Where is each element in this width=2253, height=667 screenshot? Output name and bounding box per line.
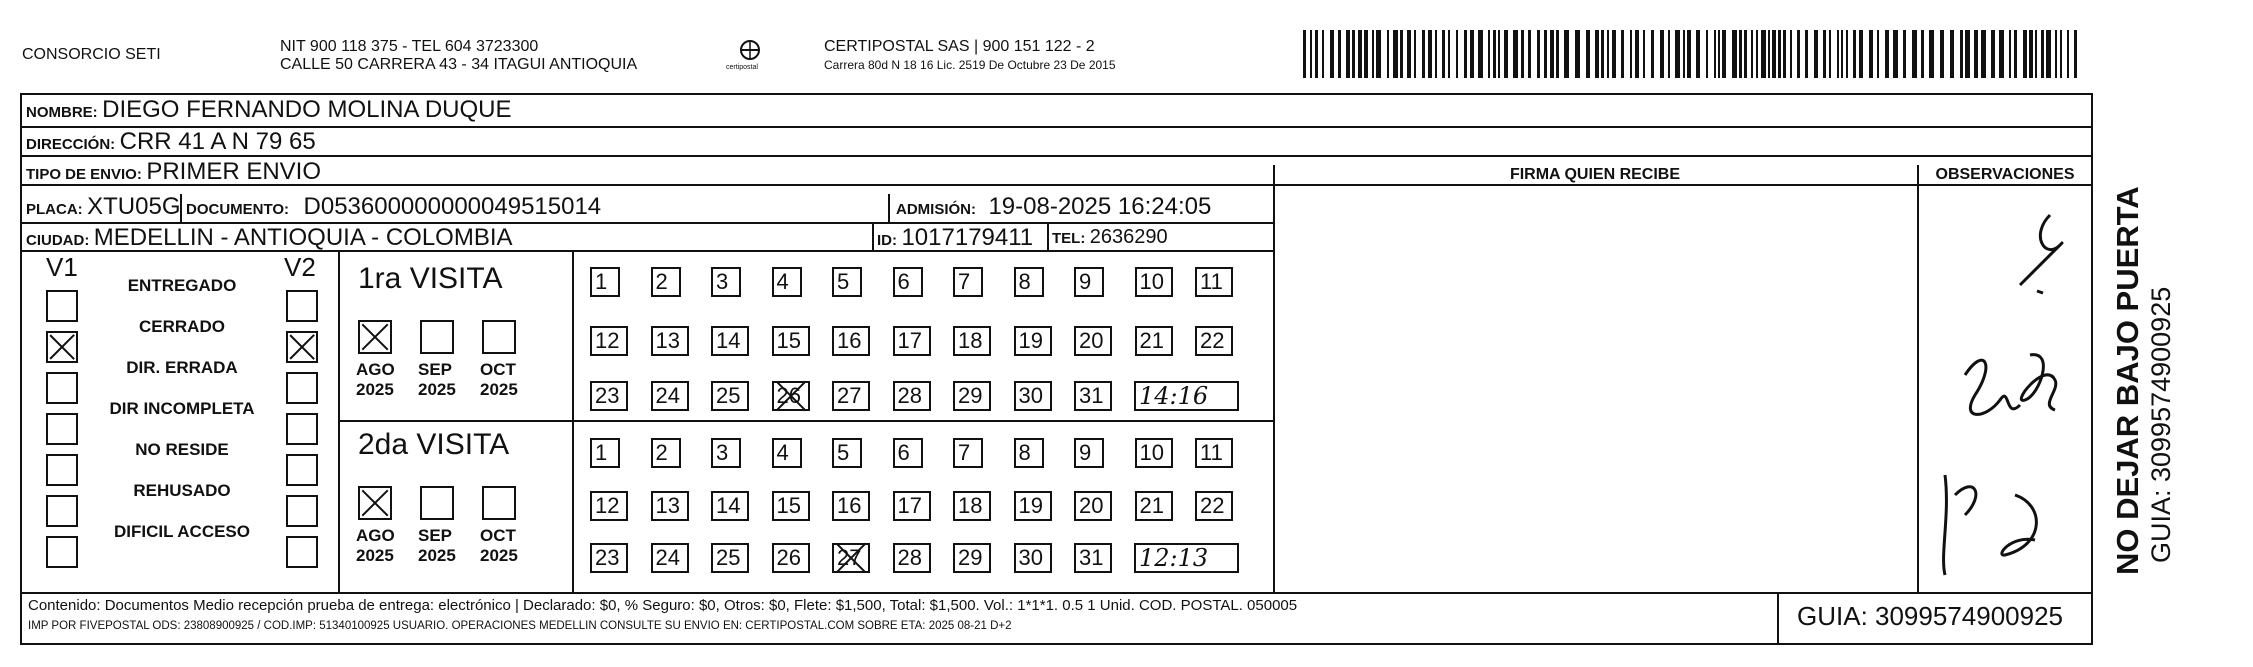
v1-header: V1 [46,252,78,282]
second-visit-day-29[interactable]: 29 [953,543,991,573]
v2-checkbox-5[interactable] [286,454,318,486]
second-visit-month-box-2[interactable] [420,486,454,520]
first-visit-day-24[interactable]: 24 [651,381,689,411]
second-visit-day-6[interactable]: 6 [893,438,923,468]
second-visit-day-26[interactable]: 26 [772,543,810,573]
v1-checkbox-5[interactable] [46,454,78,486]
first-visit-day-18[interactable]: 18 [953,326,991,356]
first-visit-day-17[interactable]: 17 [893,326,931,356]
side-notice [2110,115,2177,575]
second-visit-day-28[interactable]: 28 [893,543,931,573]
v1-checkbox-3[interactable] [46,372,78,404]
second-visit-day-7[interactable]: 7 [953,438,983,468]
v1-checkbox-4[interactable] [46,413,78,445]
footer-guia: GUIA: 3099574900925 [1797,601,2063,631]
first-visit-day-2[interactable]: 2 [651,267,681,297]
first-visit-month-label-3: OCT [480,360,516,379]
first-visit-day-7[interactable]: 7 [953,267,983,297]
placa-value: XTU05G [87,193,181,220]
placa-label: PLACA: [26,201,83,218]
nit-line-1: NIT 900 118 375 - TEL 604 3723300 [280,38,539,55]
first-visit-day-12[interactable]: 12 [590,326,628,356]
direccion-label: DIRECCIÓN: [26,136,116,153]
second-visit-time: 12:13 [1134,543,1239,573]
second-visit-month-label-2: SEP [418,526,453,545]
first-visit-month-box-3[interactable] [482,320,516,354]
second-visit-month-box-3[interactable] [482,486,516,520]
first-visit-day-11[interactable]: 11 [1195,267,1233,297]
second-visit-day-4[interactable]: 4 [772,438,802,468]
status-label-6: REHUSADO [133,481,231,500]
ciudad-value: MEDELLIN - ANTIOQUIA - COLOMBIA [93,224,513,251]
first-visit-day-21[interactable]: 21 [1135,326,1173,356]
second-visit-month-label-1: AGO [356,526,395,545]
second-visit-day-30[interactable]: 30 [1014,543,1052,573]
second-visit-year-label-2: 2025 [418,546,456,565]
footer-contents: Contenido: Documentos Medio recepción prueba de entrega: electrónico | Declarado: $0, % Seguro: $0, Otros: $0, Flete: $1,500, Total: $1,500. Vol.: 1*1*1. 0.5 1 Unid. COD. POSTAL. 050005 [28,597,1298,614]
v2-header: V2 [284,252,316,282]
first-visit-day-30[interactable]: 30 [1014,381,1052,411]
side-guia: GUIA: 3099574900925 [2146,286,2176,563]
first-visit-time: 14:16 [1134,381,1239,411]
direccion-value: CRR 41 A N 79 65 [119,128,316,155]
first-visit-day-23[interactable]: 23 [590,381,628,411]
first-visit-day-4[interactable]: 4 [772,267,802,297]
first-visit-day-9[interactable]: 9 [1074,267,1104,297]
second-visit-day-24[interactable]: 24 [651,543,689,573]
v2-checkbox-3[interactable] [286,372,318,404]
status-label-4: DIR INCOMPLETA [109,399,255,418]
first-visit-title: 1ra VISITA [358,262,503,295]
first-visit-day-13[interactable]: 13 [651,326,689,356]
status-label-2: CERRADO [139,317,225,336]
v1-checkbox-6[interactable] [46,495,78,527]
second-visit-day-23[interactable]: 23 [590,543,628,573]
second-visit-day-31[interactable]: 31 [1074,543,1112,573]
first-visit-year-label-3: 2025 [480,380,518,399]
second-visit-title: 2da VISITA [358,428,510,461]
status-label-3: DIR. ERRADA [126,358,238,377]
first-visit-day-25[interactable]: 25 [711,381,749,411]
first-visit-day-20[interactable]: 20 [1074,326,1112,356]
second-visit-day-20[interactable]: 20 [1074,491,1112,521]
second-visit-day-13[interactable]: 13 [651,491,689,521]
first-visit-year-label-2: 2025 [418,380,456,399]
second-visit-day-15[interactable]: 15 [772,491,810,521]
second-visit-day-22[interactable]: 22 [1195,491,1233,521]
first-visit-day-27[interactable]: 27 [832,381,870,411]
admision-label: ADMISIÓN: [896,201,976,218]
second-visit-year-label-3: 2025 [480,546,518,565]
nombre-label: NOMBRE: [26,104,98,121]
second-visit-day-25[interactable]: 25 [711,543,749,573]
second-visit-day-12[interactable]: 12 [590,491,628,521]
barcode [1303,30,2093,80]
first-visit-month-label-2: SEP [418,360,453,379]
first-visit-day-14[interactable]: 14 [711,326,749,356]
tipo-envio-value: PRIMER ENVIO [146,158,322,185]
first-visit-month-label-1: AGO [356,360,395,379]
tel-value: 2636290 [1089,226,1168,248]
first-visit-day-28[interactable]: 28 [893,381,931,411]
second-visit-day-18[interactable]: 18 [953,491,991,521]
observaciones-header: OBSERVACIONES [1935,166,2075,183]
certipostal-logo [726,36,770,76]
second-visit-day-11[interactable]: 11 [1195,438,1233,468]
first-visit-day-26[interactable]: 26 [772,381,810,411]
second-visit-month-label-3: OCT [480,526,516,545]
second-visit-day-16[interactable]: 16 [832,491,870,521]
v1-checkbox-1[interactable] [46,290,78,322]
status-label-7: DIFICIL ACCESO [113,522,250,541]
first-visit-day-1[interactable]: 1 [590,267,620,297]
documento-label: DOCUMENTO: [186,201,290,218]
admision-value: 19-08-2025 16:24:05 [988,193,1212,220]
second-visit-day-10[interactable]: 10 [1135,438,1173,468]
second-visit-day-1[interactable]: 1 [590,438,620,468]
no-dejar-bajo-puerta: NO DEJAR BAJO PUERTA [2110,186,2145,575]
id-value: 1017179411 [901,224,1034,251]
second-visit-day-27[interactable]: 27 [832,543,870,573]
status-label-5: NO RESIDE [135,440,229,459]
second-visit-day-21[interactable]: 21 [1135,491,1173,521]
first-visit-day-31[interactable]: 31 [1074,381,1112,411]
first-visit-day-8[interactable]: 8 [1014,267,1044,297]
first-visit-day-3[interactable]: 3 [711,267,741,297]
first-visit-day-15[interactable]: 15 [772,326,810,356]
first-visit-day-22[interactable]: 22 [1195,326,1233,356]
certipostal-line-1: CERTIPOSTAL SAS | 900 151 122 - 2 [824,38,1095,55]
first-visit-month-box-2[interactable] [420,320,454,354]
firma-header: FIRMA QUIEN RECIBE [1509,166,1681,183]
first-visit-day-29[interactable]: 29 [953,381,991,411]
documento-value: D053600000000049515014 [303,193,602,220]
second-visit-day-2[interactable]: 2 [651,438,681,468]
v2-checkbox-7[interactable] [286,536,318,568]
ciudad-label: CIUDAD: [26,232,90,249]
tipo-envio-label: TIPO DE ENVIO: [26,166,142,183]
certipostal-line-2: Carrera 80d N 18 16 Lic. 2519 De Octubre 23 De 2015 [824,58,1116,72]
second-visit-day-9[interactable]: 9 [1074,438,1104,468]
nit-line-2: CALLE 50 CARRERA 43 - 34 ITAGUI ANTIOQUIA [280,56,638,73]
v2-checkbox-4[interactable] [286,413,318,445]
second-visit-day-14[interactable]: 14 [711,491,749,521]
v2-checkbox-6[interactable] [286,495,318,527]
first-visit-day-10[interactable]: 10 [1135,267,1173,297]
logo-text: certipostal [726,64,758,71]
first-visit-day-5[interactable]: 5 [832,267,862,297]
company-name: CONSORCIO SETI [22,46,161,63]
v2-checkbox-2[interactable] [286,331,318,363]
first-visit-month-box-1[interactable] [358,320,392,354]
observation-signature [1925,195,2090,585]
nombre-value: DIEGO FERNANDO MOLINA DUQUE [102,96,512,123]
second-visit-day-5[interactable]: 5 [832,438,862,468]
status-label-1: ENTREGADO [127,276,237,295]
first-visit-year-label-1: 2025 [356,380,394,399]
v2-checkbox-1[interactable] [286,290,318,322]
id-label: ID: [877,232,897,249]
second-visit-month-box-1[interactable] [358,486,392,520]
first-visit-day-6[interactable]: 6 [893,267,923,297]
second-visit-day-17[interactable]: 17 [893,491,931,521]
v1-checkbox-2[interactable] [46,331,78,363]
second-visit-year-label-1: 2025 [356,546,394,565]
second-visit-day-19[interactable]: 19 [1014,491,1052,521]
second-visit-day-8[interactable]: 8 [1014,438,1044,468]
tel-label: TEL: [1052,230,1086,247]
v1-checkbox-7[interactable] [46,536,78,568]
second-visit-day-3[interactable]: 3 [711,438,741,468]
first-visit-day-19[interactable]: 19 [1014,326,1052,356]
footer-print-info: IMP POR FIVEPOSTAL ODS: 23808900925 / COD.IMP: 51340100925 USUARIO. OPERACIONES MEDELLIN CONSULTE SU ENVIO EN: CERTIPOSTAL.COM SOBRE ETA: 2025 08-21 D+2 [28,620,1012,632]
first-visit-day-16[interactable]: 16 [832,326,870,356]
